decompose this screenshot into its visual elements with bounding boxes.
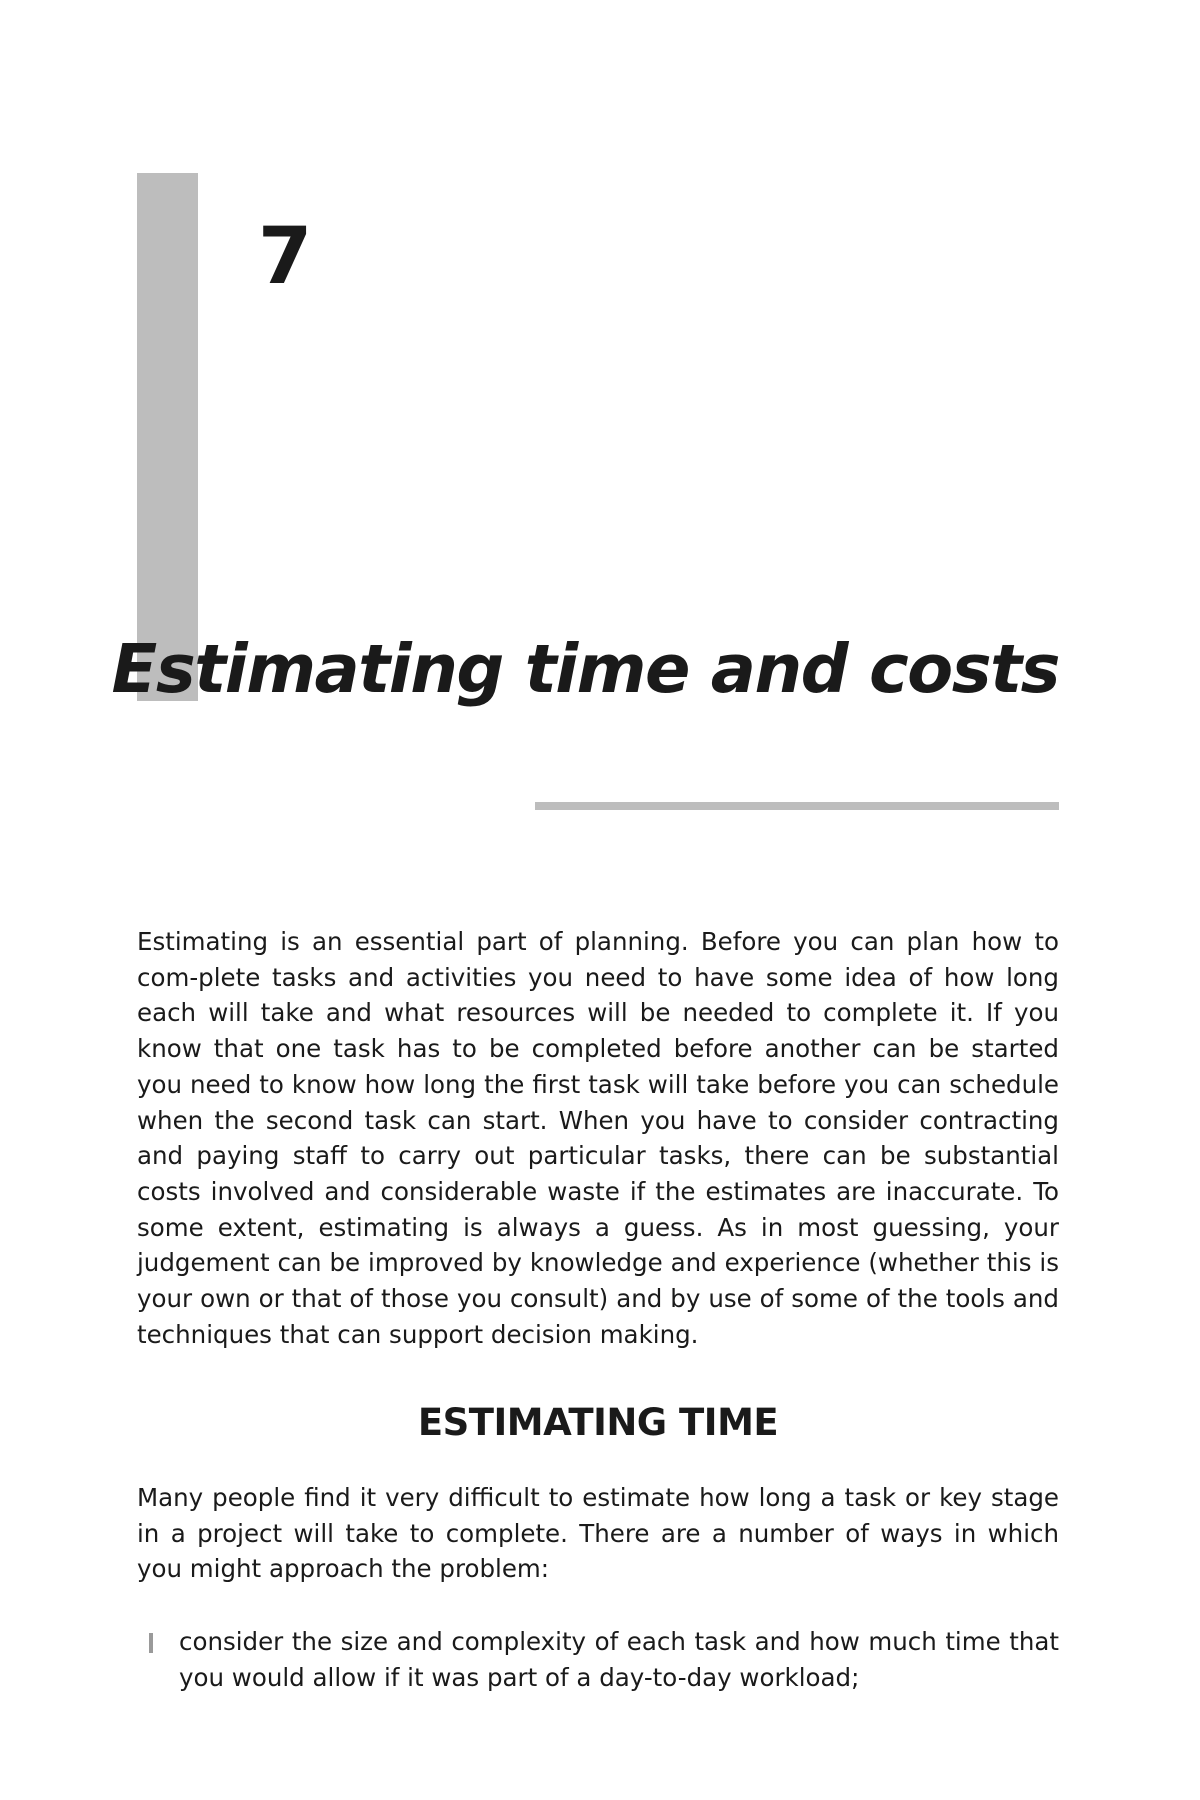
bullet-list — [137, 1624, 1059, 1695]
intro-paragraph: Estimating is an essential part of planning. Before you can plan how to com-plete tasks and activities you need to have some idea of how long each will take and what resources will be needed to complete it. If you know that one task has to be completed before another can be started you need to know how long the first task will take before you can schedule when the second task can start. When you have to consider contracting and paying staff to carry out particular tasks, there can be substantial costs involved and considerable waste if the estimates are inaccurate. To some extent, estimating is always a guess. As in most guessing, your judgement can be improved by knowledge and experience (whether this is your own or that of those you consult) and by use of some of the tools and techniques that can support decision making. — [137, 927, 1059, 1349]
chapter-side-bar — [137, 173, 198, 701]
section-heading: ESTIMATING TIME — [417, 1401, 779, 1444]
chapter-title: Estimating time and costs — [111, 630, 1059, 708]
title-rule — [535, 802, 1059, 810]
chapter-number: 7 — [258, 212, 313, 302]
section-paragraph: Many people find it very difficult to estimate how long a task or key stage in a project will take to complete. There are a number of ways in which you might approach the problem: — [137, 1483, 1059, 1584]
list-item-text: consider the size and complexity of each task and how much time that you would allow if it was part of a day-to-day workload; — [179, 1627, 1059, 1692]
bullet-marker-icon — [149, 1633, 153, 1653]
list-item — [137, 1624, 1059, 1695]
